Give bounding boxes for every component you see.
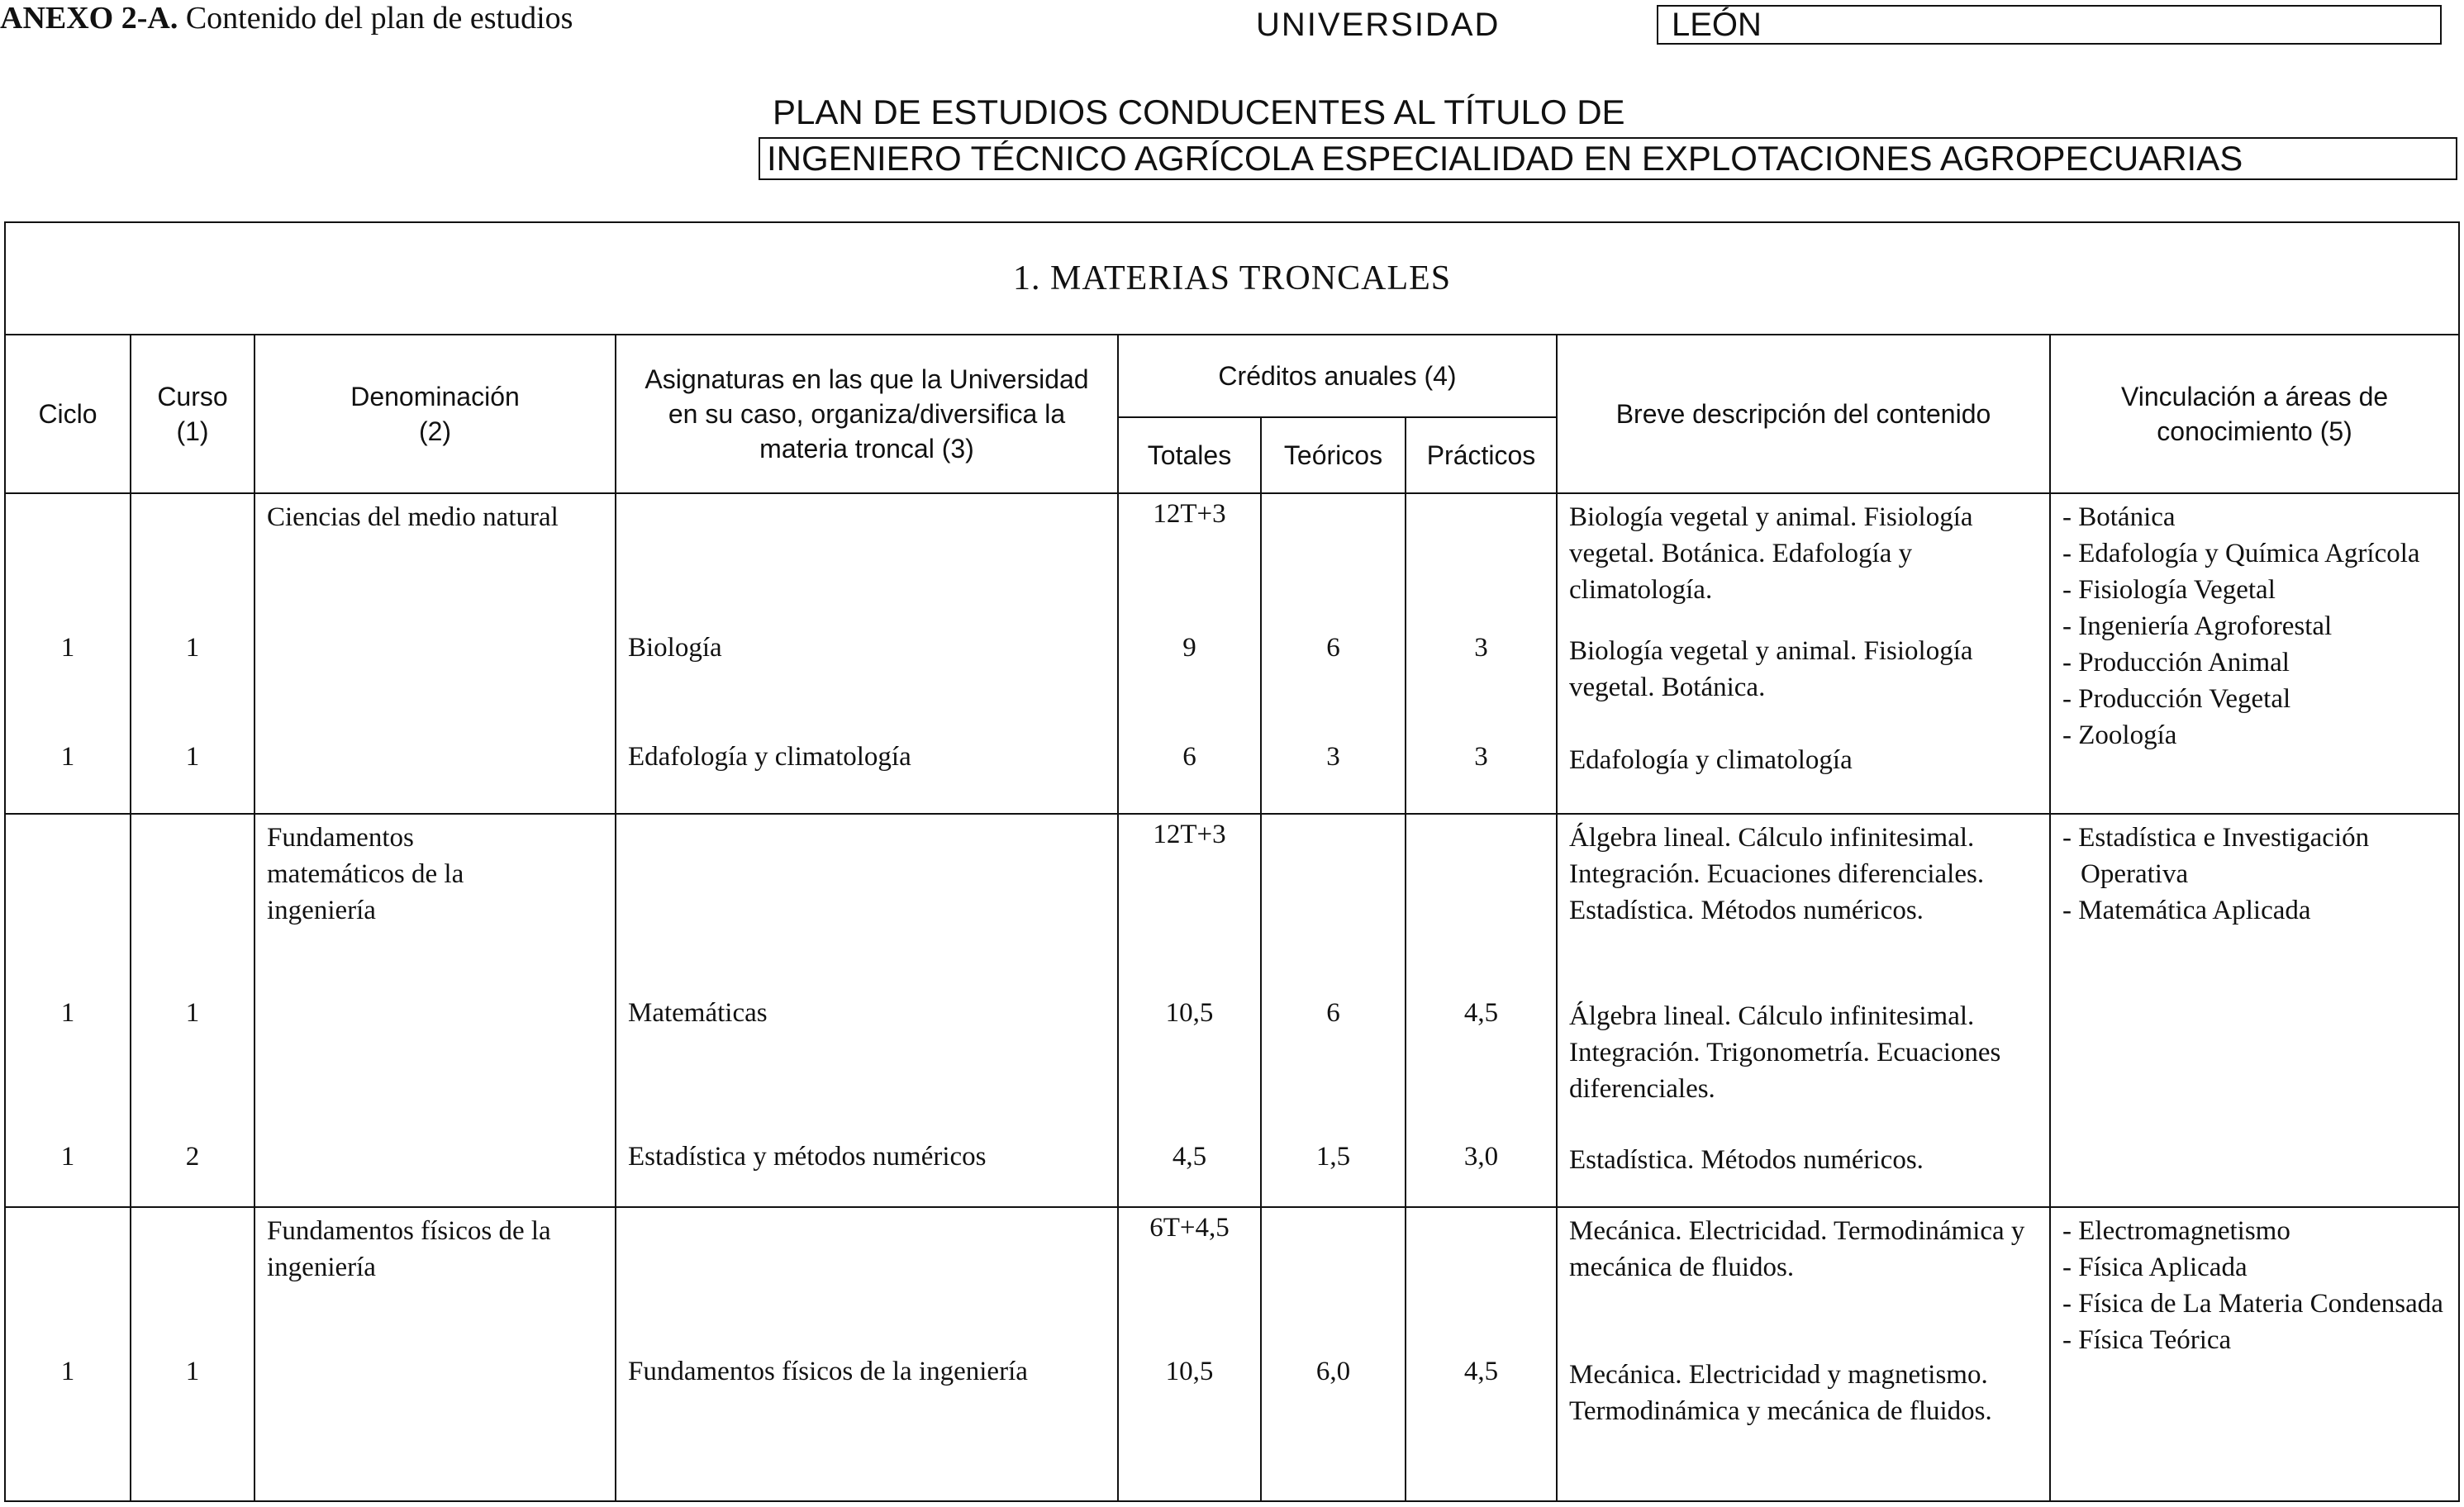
group-1-row-1-teoricos: 6 (1326, 633, 1340, 663)
group-3-row-1-asignatura: Fundamentos físicos de la ingeniería (628, 1357, 1028, 1386)
area-item: - Física de La Materia Condensada (2062, 1289, 2443, 1319)
group-1-row-2-practicos: 3 (1474, 742, 1488, 772)
group-2-row-1-practicos: 4,5 (1463, 998, 1499, 1028)
group-2-totales: 12T+3 (1153, 820, 1226, 849)
annex-text: Contenido del plan de estudios (185, 1, 573, 36)
plan-line: PLAN DE ESTUDIOS CONDUCENTES AL TÍTULO DE (773, 93, 1625, 131)
group-1-ciclo-cell (5, 493, 131, 814)
group-2-denominacion: Fundamentos matemáticos de la ingeniería (267, 823, 464, 925)
university-value: LEÓN (1657, 5, 2442, 45)
group-2-asignaturas-cell (616, 814, 1118, 1207)
group-1-row-2-totales: 6 (1182, 742, 1196, 772)
group-1-row-1-totales: 9 (1182, 633, 1196, 663)
col-totales: Totales (1118, 417, 1261, 493)
area-item: - Producción Animal (2062, 648, 2290, 677)
group-1-row-1-descripcion: Biología vegetal y animal. Fisiología vegetal. Botánica. (1569, 636, 1973, 702)
group-1-row-1-practicos: 3 (1474, 633, 1488, 663)
group-3-curso-cell (131, 1207, 254, 1501)
area-item: - Producción Vegetal (2062, 684, 2291, 714)
group-2-row-2-totales: 4,5 (1172, 1142, 1207, 1172)
group-1-descripcion-cell (1557, 493, 2050, 814)
group-3-areas-list (2051, 1213, 2458, 1358)
group-3-ciclo-cell (5, 1207, 131, 1501)
area-item: - Fisiología Vegetal (2062, 575, 2276, 605)
materias-troncales-table (4, 221, 2460, 1502)
group-2-row-1-ciclo: 1 (60, 998, 75, 1028)
group-1-totales-cell (1118, 493, 1261, 814)
group-2-curso-cell (131, 814, 254, 1207)
group-2-areas-list (2051, 820, 2458, 929)
table-row-group-2 (5, 814, 2459, 1207)
group-3-denominacion-cell (254, 1207, 616, 1501)
group-3-row-1-practicos: 4,5 (1463, 1357, 1499, 1386)
group-1-descripcion: Biología vegetal y animal. Fisiología vegetal. Botánica. Edafología y climatología. (1569, 502, 1973, 605)
col-descripcion-label: Breve descripción del contenido (1615, 399, 1991, 429)
section-title: 1. MATERIAS TRONCALES (5, 222, 2459, 335)
group-2-totales-cell (1118, 814, 1261, 1207)
area-item: - Física Aplicada (2062, 1253, 2248, 1282)
group-2-practicos-cell (1406, 814, 1557, 1207)
group-3-row-1-totales: 10,5 (1165, 1357, 1214, 1386)
col-curso (131, 335, 254, 493)
group-2-row-1-curso: 1 (185, 998, 200, 1028)
group-1-areas-list (2051, 499, 2458, 754)
group-2-row-2-practicos: 3,0 (1463, 1142, 1499, 1172)
group-1-asignaturas-cell (616, 493, 1118, 814)
group-2-descripcion: Álgebra lineal. Cálculo infinitesimal. Integración. Ecuaciones diferenciales. Estadística. Métodos numéricos. (1569, 823, 1985, 925)
group-2-row-1-totales: 10,5 (1165, 998, 1214, 1028)
group-3-row-1-ciclo: 1 (60, 1357, 75, 1386)
group-3-row-1-descripcion: Mecánica. Electricidad y magnetismo. Termodinámica y mecánica de fluidos. (1569, 1360, 1992, 1426)
group-2-row-1-asignatura: Matemáticas (628, 998, 768, 1028)
group-2-row-2-ciclo: 1 (60, 1142, 75, 1172)
col-practicos: Prácticos (1406, 417, 1557, 493)
group-2-row-1-descripcion: Álgebra lineal. Cálculo infinitesimal. Integración. Trigonometría. Ecuaciones diferenciales. (1569, 1001, 2001, 1104)
group-1-curso-cell (131, 493, 254, 814)
group-1-practicos-cell (1406, 493, 1557, 814)
university-label: UNIVERSIDAD (1256, 7, 1501, 43)
col-creditos: Créditos anuales (4) (1118, 335, 1557, 417)
degree-title: INGENIERO TÉCNICO AGRÍCOLA ESPECIALIDAD EN EXPLOTACIONES AGROPECUARIAS (759, 137, 2457, 180)
group-3-teoricos-cell (1261, 1207, 1406, 1501)
group-1-row-2-curso: 1 (185, 742, 200, 772)
group-3-totales: 6T+4,5 (1149, 1213, 1230, 1243)
col-teoricos: Teóricos (1261, 417, 1406, 493)
group-3-practicos-cell (1406, 1207, 1557, 1501)
group-1-row-2-descripcion: Edafología y climatología (1569, 745, 1853, 775)
group-1-vinculacion-cell (2050, 493, 2459, 814)
group-2-ciclo-cell (5, 814, 131, 1207)
group-2-vinculacion-cell (2050, 814, 2459, 1207)
group-1-denominacion: Ciencias del medio natural (267, 502, 559, 532)
group-2-row-2-teoricos: 1,5 (1315, 1142, 1351, 1172)
group-1-row-1-ciclo: 1 (60, 633, 75, 663)
area-item: - Zoología (2062, 720, 2177, 750)
group-1-denominacion-cell (254, 493, 616, 814)
group-1-totales: 12T+3 (1153, 499, 1226, 529)
group-1-row-1-asignatura: Biología (628, 633, 722, 663)
col-curso-label: Curso (157, 382, 228, 411)
col-curso-note: (1) (176, 416, 209, 446)
area-item: - Botánica (2062, 502, 2176, 532)
group-2-row-2-curso: 2 (185, 1142, 200, 1172)
group-1-row-2-ciclo: 1 (60, 742, 75, 772)
group-3-descripcion-cell (1557, 1207, 2050, 1501)
group-2-descripcion-cell (1557, 814, 2050, 1207)
col-descripcion (1557, 335, 2050, 493)
group-2-row-2-descripcion: Estadística. Métodos numéricos. (1569, 1145, 1924, 1175)
col-denominacion-label: Denominación (350, 382, 520, 411)
group-3-totales-cell (1118, 1207, 1261, 1501)
area-item: - Electromagnetismo (2062, 1216, 2290, 1246)
area-item: - Matemática Aplicada (2062, 896, 2311, 925)
group-2-denominacion-cell (254, 814, 616, 1207)
group-1-row-2-teoricos: 3 (1326, 742, 1340, 772)
area-item: - Física Teórica (2062, 1325, 2232, 1355)
group-3-row-1-curso: 1 (185, 1357, 200, 1386)
group-1-row-2-asignatura: Edafología y climatología (628, 742, 911, 772)
table-row-group-1 (5, 493, 2459, 814)
group-3-row-1-teoricos: 6,0 (1315, 1357, 1351, 1386)
col-denominacion (254, 335, 616, 493)
group-3-denominacion: Fundamentos físicos de la ingeniería (267, 1216, 551, 1282)
col-asignaturas (616, 335, 1118, 493)
area-item: - Edafología y Química Agrícola (2062, 539, 2420, 568)
group-3-vinculacion-cell (2050, 1207, 2459, 1501)
annex-heading (0, 0, 573, 36)
group-1-teoricos-cell (1261, 493, 1406, 814)
col-vinculacion (2050, 335, 2459, 493)
group-2-row-2-asignatura: Estadística y métodos numéricos (628, 1142, 987, 1172)
group-2-row-1-teoricos: 6 (1326, 998, 1340, 1028)
col-ciclo: Ciclo (5, 335, 131, 493)
annex-label: ANEXO 2-A. (0, 1, 178, 36)
area-item: - Ingeniería Agroforestal (2062, 611, 2333, 641)
group-3-asignaturas-cell (616, 1207, 1118, 1501)
group-3-descripcion: Mecánica. Electricidad. Termodinámica y mecánica de fluidos. (1569, 1216, 2025, 1282)
col-vinculacion-label: Vinculación a áreas de conocimiento (5) (2120, 382, 2389, 446)
col-asignaturas-label: Asignaturas en las que la Universidad en su caso, organiza/diversifica la materia troncal (3) (645, 364, 1089, 464)
group-1-row-1-curso: 1 (185, 633, 200, 663)
group-2-teoricos-cell (1261, 814, 1406, 1207)
table-row-group-3 (5, 1207, 2459, 1501)
area-item: - Estadística e Investigación Operativa (2062, 823, 2370, 889)
col-denominacion-note: (2) (418, 416, 452, 446)
